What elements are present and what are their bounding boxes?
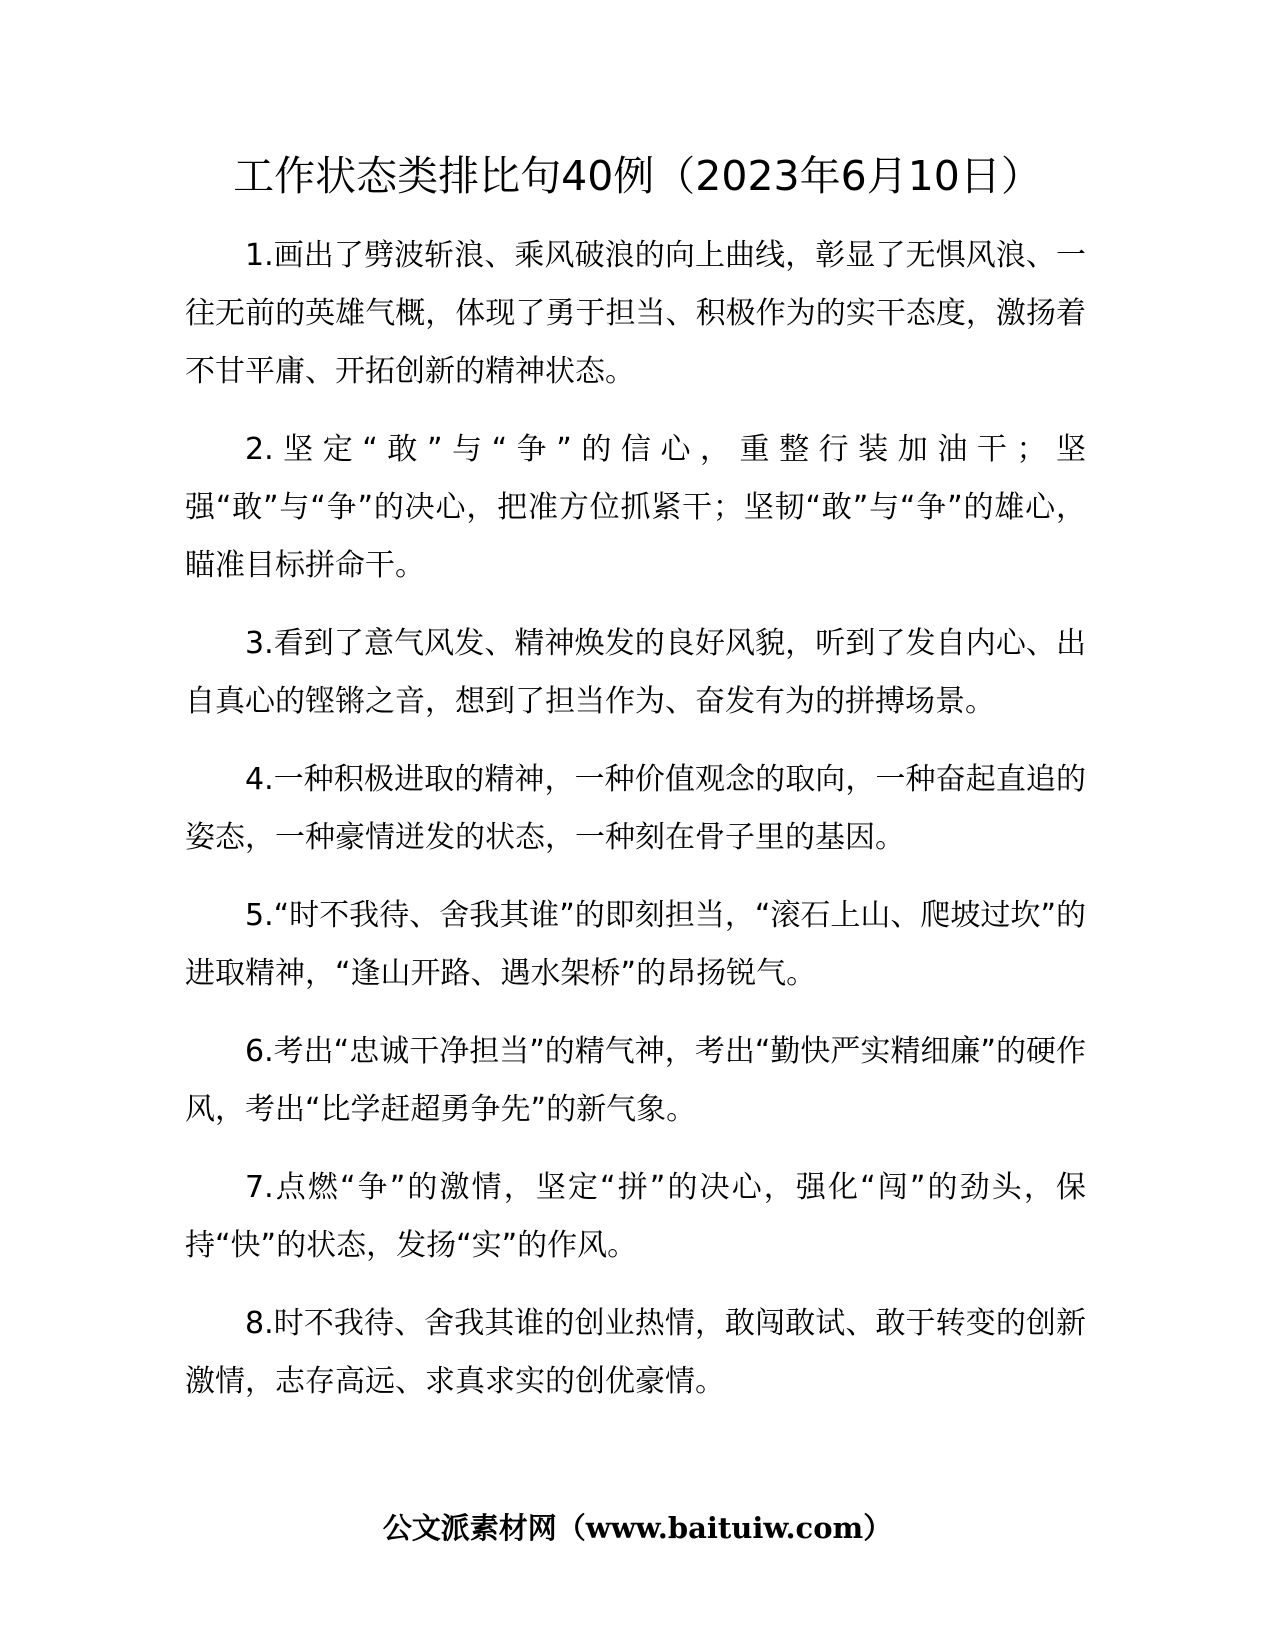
- page-footer: 公文派素材网（www.baituiw.com）: [382, 1511, 893, 1545]
- paragraph-6: 6.考出“忠诚干净担当”的精气神，考出“勤快严实精细廉”的硬作风，考出“比学赶超勇争先”的新气象。: [185, 1034, 1086, 1127]
- paragraph-8: 8.时不我待、舍我其谁的创业热情，敢闯敢试、敢于转变的创新激情，志存高远、求真求实的创优豪情。: [185, 1306, 1086, 1399]
- paragraph-3: 3.看到了意气风发、精神焕发的良好风貌，听到了发自内心、出自真心的铿锵之音，想到了担当作为、奋发有为的拼搏场景。: [185, 626, 1086, 719]
- paragraph-5: 5.“时不我待、舍我其谁”的即刻担当，“滚石上山、爬坡过坎”的进取精神，“逢山开路、遇水架桥”的昂扬锐气。: [185, 898, 1086, 991]
- paragraph-7: 7.点燃“争”的激情，坚定“拼”的决心，强化“闯”的劲头，保持“快”的状态，发扬“实”的作风。: [185, 1170, 1086, 1263]
- paragraph-1: 1.画出了劈波斩浪、乘风破浪的向上曲线，彰显了无惧风浪、一往无前的英雄气概，体现了勇于担当、积极作为的实干态度，激扬着不甘平庸、开拓创新的精神状态。: [185, 238, 1086, 389]
- paragraph-4: 4.一种积极进取的精神，一种价值观念的取向，一种奋起直追的姿态，一种豪情迸发的状态，一种刻在骨子里的基因。: [185, 762, 1086, 855]
- document-body: [185, 227, 1086, 1431]
- paragraph-2: 2.坚定“敢”与“争”的信心，重整行装加油干；坚强“敢”与“争”的决心，把准方位抓紧干；坚韧“敢”与“争”的雄心，瞄准目标拼命干。: [185, 432, 1086, 583]
- document-title: 工作状态类排比句40例（2023年6月10日）: [233, 152, 1042, 200]
